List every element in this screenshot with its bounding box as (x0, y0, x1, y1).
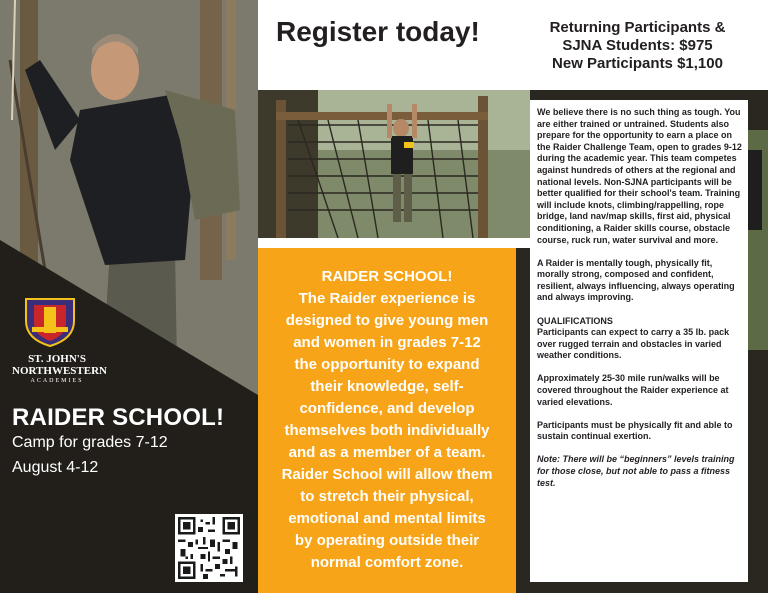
qualifications-section (537, 316, 742, 362)
dark-strip (516, 248, 530, 593)
school-name-line1: ST. JOHN'S (28, 353, 86, 365)
beginners-note: Note: There will be “beginners” levels training for those close, but not able to pass a fitness test. (537, 454, 735, 488)
qr-code[interactable] (175, 514, 243, 582)
qr-code-icon (178, 517, 240, 579)
obstacle-course-illustration (258, 90, 530, 238)
orange-line: the opportunity to expand (294, 356, 480, 373)
school-name (12, 353, 107, 385)
raider-school-description (258, 248, 516, 593)
pricing-line3: New Participants $1,100 (552, 55, 723, 72)
details-paragraph: We believe there is no such thing as tough. You are either trained or untrained. Students also prepare for the opportunity to earn a place on the Raider Challenge Team, open to grades 9-12 during the academic year. This team competes against hundreds of others at the regional and national levels. Non-SJNA participants will be better qualified for their school's team. Training will include knots, climbing/rappelling, rope bridge, land nav/map skills, first aid, physical conditioning, a Raider skills course, obstacle course, ruck run, water survival and more. (537, 107, 742, 245)
obstacle-course-photo (258, 90, 530, 238)
school-name-line2: NORTHWESTERN (12, 365, 107, 377)
pricing-block (530, 19, 745, 73)
orange-line: normal comfort zone. (310, 554, 464, 571)
qualifications-heading: QUALIFICATIONS (537, 315, 613, 326)
orange-line: confidence, and develop (299, 400, 475, 417)
details-paragraph: Participants must be physically fit and able to sustain continual exertion. (537, 419, 733, 442)
academy-crest-logo (22, 297, 78, 347)
details-card (530, 100, 748, 582)
orange-line: their knowledge, self- (310, 378, 464, 395)
register-headline: Register today! (276, 16, 480, 47)
orange-line: themselves both individually (284, 422, 490, 439)
camp-dates: August 4-12 (12, 459, 99, 476)
orange-heading: RAIDER SCHOOL! (321, 268, 453, 285)
pricing-line1: Returning Participants & (549, 19, 726, 36)
orange-line: by operating outside their (294, 532, 480, 549)
orange-line: and women in grades 7-12 (293, 334, 481, 351)
orange-line: emotional and mental limits (288, 510, 486, 527)
pricing-line2: SJNA Students: $975 (562, 37, 713, 54)
camp-grades: Camp for grades 7-12 (12, 434, 168, 451)
raider-school-title: RAIDER SCHOOL! (12, 404, 225, 431)
details-paragraph: Approximately 25-30 mile run/walks will be covered throughout the Raider experience at varied elevations. (537, 373, 729, 407)
qualifications-text: Participants can expect to carry a 35 lb. pack over rugged terrain and obstacles in varied weather conditions. (537, 327, 730, 361)
school-name-line3: ACADEMIES (30, 378, 84, 384)
orange-line: The Raider experience is (298, 290, 476, 307)
orange-line: Raider School will allow them (281, 466, 493, 483)
details-paragraph: A Raider is mentally tough, physically fit, morally strong, composed and confident, resilient, always influencing, always operating and always improving. (537, 257, 735, 303)
orange-line: designed to give young men (285, 312, 489, 329)
orange-line: to stretch their physical, (300, 488, 474, 505)
orange-line: and as a member of a team. (288, 444, 486, 461)
